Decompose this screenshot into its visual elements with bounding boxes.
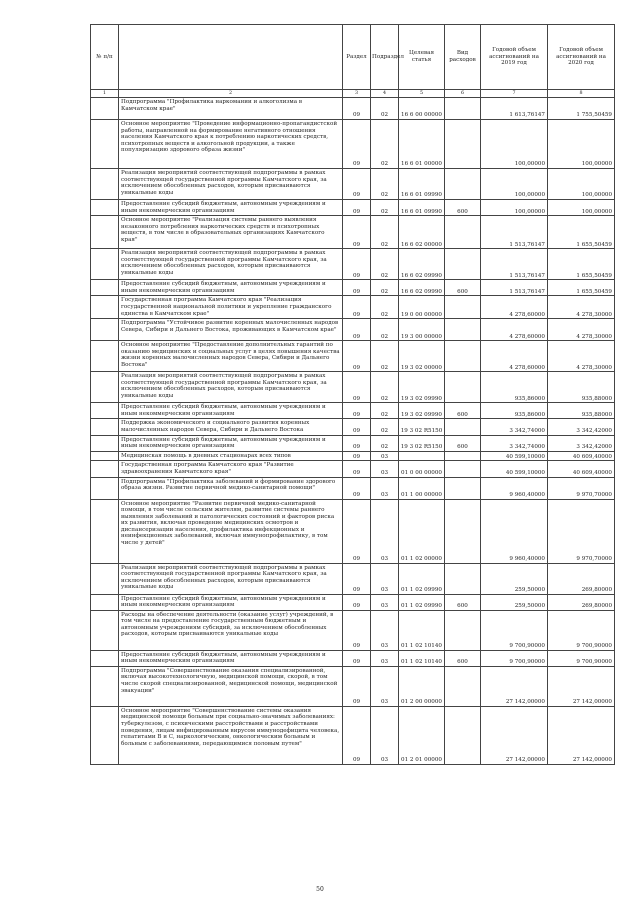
row-podrazdel-cell: 02: [371, 216, 399, 249]
row-expense-type-cell: [445, 319, 481, 341]
table-row: [91, 120, 615, 169]
row-razdel-cell: 09: [343, 451, 371, 461]
row-number-cell: [91, 666, 119, 706]
row-number-cell: [91, 499, 119, 563]
row-number-cell: [91, 249, 119, 280]
table-row: [91, 372, 615, 403]
row-razdel-cell: 09: [343, 594, 371, 610]
row-amount-2020-cell: 40 609,40000: [548, 461, 615, 477]
row-expense-type-cell: [445, 451, 481, 461]
row-expense-type-cell: [445, 610, 481, 650]
table-row: [91, 98, 615, 120]
row-target-article-cell: 01 1 02 00000: [399, 499, 445, 563]
row-name-cell: Основное мероприятие "Совершенствование системы оказания медицинской помощи больным при социально-значимых заболеваниях: туберкулезом, с психическими расстройствами и расстройствами поведения, лицам инфицированным вирусом иммунодефицита человека, гепатитами B и C, наркологическим, онкологическим больным и больным с заболеваниями, передающимися половым путем": [119, 706, 343, 764]
row-name-cell: Предоставление субсидий бюджетным, автономным учреждениям и иным некоммерческим организациям: [119, 200, 343, 216]
row-target-article-cell: 16 6 01 09990: [399, 169, 445, 200]
row-name-cell: Государственная программа Камчатского края "Развитие здравоохранения Камчатского края": [119, 461, 343, 477]
row-podrazdel-cell: 02: [371, 319, 399, 341]
row-number-cell: [91, 403, 119, 419]
row-expense-type-cell: [445, 169, 481, 200]
row-razdel-cell: 09: [343, 372, 371, 403]
row-target-article-cell: 01 1 02 09990: [399, 563, 445, 594]
row-expense-type-cell: [445, 216, 481, 249]
row-razdel-cell: 09: [343, 403, 371, 419]
row-expense-type-cell: [445, 563, 481, 594]
row-podrazdel-cell: 02: [371, 341, 399, 372]
row-number-cell: [91, 120, 119, 169]
row-razdel-cell: 09: [343, 706, 371, 764]
row-amount-2019-cell: 100,00000: [481, 169, 548, 200]
row-amount-2020-cell: 9 700,90000: [548, 650, 615, 666]
row-number-cell: [91, 419, 119, 435]
row-name-cell: Предоставление субсидий бюджетным, автономным учреждениям и иным некоммерческим организациям: [119, 435, 343, 451]
row-razdel-cell: 09: [343, 169, 371, 200]
row-podrazdel-cell: 03: [371, 650, 399, 666]
row-name-cell: Основное мероприятие "Проведение информационно-пропагандистской работы, направленной на формирование негативного отношения населения Камчатского края к потреблению наркотических средств, психотропных веществ и алкогольной продукции, а также популяризацию здорового образа жизни": [119, 120, 343, 169]
table-row: [91, 706, 615, 764]
row-razdel-cell: 09: [343, 435, 371, 451]
row-number-cell: [91, 563, 119, 594]
row-amount-2019-cell: 1 613,76147: [481, 98, 548, 120]
row-amount-2020-cell: 1 655,50459: [548, 249, 615, 280]
row-expense-type-cell: [445, 341, 481, 372]
row-number-cell: [91, 319, 119, 341]
row-razdel-cell: 09: [343, 610, 371, 650]
row-amount-2020-cell: 3 342,42000: [548, 435, 615, 451]
row-number-cell: [91, 98, 119, 120]
row-amount-2020-cell: 100,00000: [548, 200, 615, 216]
row-number-cell: [91, 451, 119, 461]
header-expense-type: Вид расходов: [445, 25, 481, 90]
budget-table-sheet: [90, 24, 614, 765]
row-amount-2020-cell: 1 755,50459: [548, 98, 615, 120]
row-razdel-cell: 09: [343, 98, 371, 120]
row-amount-2019-cell: 259,50000: [481, 594, 548, 610]
row-razdel-cell: 09: [343, 296, 371, 319]
table-row: [91, 610, 615, 650]
row-target-article-cell: 19 0 00 00000: [399, 296, 445, 319]
row-name-cell: Подпрограмма "Профилактика заболеваний и формирование здорового образа жизни. Развитие первичной медико-санитарной помощи": [119, 477, 343, 499]
table-row: [91, 563, 615, 594]
row-razdel-cell: 09: [343, 499, 371, 563]
row-target-article-cell: 19 3 02 R5150: [399, 419, 445, 435]
row-amount-2020-cell: 269,80000: [548, 563, 615, 594]
table-row: [91, 341, 615, 372]
header-razdel: Раздел: [343, 25, 371, 90]
table-row: [91, 319, 615, 341]
row-podrazdel-cell: 02: [371, 403, 399, 419]
row-podrazdel-cell: 02: [371, 120, 399, 169]
row-expense-type-cell: 600: [445, 403, 481, 419]
row-expense-type-cell: [445, 98, 481, 120]
row-target-article-cell: 16 6 00 00000: [399, 98, 445, 120]
row-name-cell: Поддержка экономического и социального развития коренных малочисленных народов Севера, Сибири и Дальнего Востока: [119, 419, 343, 435]
row-podrazdel-cell: 03: [371, 563, 399, 594]
column-number: 4: [371, 90, 399, 98]
row-expense-type-cell: 600: [445, 280, 481, 296]
row-amount-2020-cell: 935,88000: [548, 372, 615, 403]
row-name-cell: Подпрограмма "Устойчивое развитие коренных малочисленных народов Севера, Сибири и Дальнего Востока, проживающих в Камчатском крае": [119, 319, 343, 341]
row-amount-2020-cell: 4 278,30000: [548, 296, 615, 319]
row-expense-type-cell: [445, 499, 481, 563]
table-row: [91, 477, 615, 499]
row-podrazdel-cell: 03: [371, 666, 399, 706]
row-podrazdel-cell: 03: [371, 706, 399, 764]
row-name-cell: Основное мероприятие "Реализация системы раннего выявления незаконного потребления наркотических средств и психотропных веществ, в том числе в образовательных организациях Камчатского края": [119, 216, 343, 249]
row-amount-2019-cell: 935,86000: [481, 403, 548, 419]
row-number-cell: [91, 706, 119, 764]
row-number-cell: [91, 280, 119, 296]
row-amount-2019-cell: 27 142,00000: [481, 666, 548, 706]
row-number-cell: [91, 594, 119, 610]
row-target-article-cell: 16 6 01 00000: [399, 120, 445, 169]
row-amount-2019-cell: 259,50000: [481, 563, 548, 594]
row-amount-2020-cell: 269,80000: [548, 594, 615, 610]
row-name-cell: Подпрограмма "Профилактика наркомании и алкоголизма в Камчатском крае": [119, 98, 343, 120]
row-amount-2020-cell: 9 700,90000: [548, 610, 615, 650]
row-expense-type-cell: [445, 477, 481, 499]
row-amount-2019-cell: 935,86000: [481, 372, 548, 403]
header-num: № п/п: [91, 25, 119, 90]
row-amount-2019-cell: 100,00000: [481, 200, 548, 216]
row-amount-2019-cell: 40 599,10000: [481, 451, 548, 461]
header-target-article: Целевая статья: [399, 25, 445, 90]
row-name-cell: Медицинская помощь в дневных стационарах всех типов: [119, 451, 343, 461]
row-number-cell: [91, 372, 119, 403]
row-razdel-cell: 09: [343, 280, 371, 296]
row-target-article-cell: 16 6 02 09990: [399, 249, 445, 280]
column-number: 6: [445, 90, 481, 98]
row-target-article-cell: 16 6 02 09990: [399, 280, 445, 296]
table-row: [91, 403, 615, 419]
column-number-row: [91, 90, 615, 98]
row-expense-type-cell: [445, 120, 481, 169]
header-podrazdel: Подраздел: [371, 25, 399, 90]
row-amount-2020-cell: 9 970,70000: [548, 477, 615, 499]
row-podrazdel-cell: 02: [371, 98, 399, 120]
row-amount-2020-cell: 100,00000: [548, 169, 615, 200]
row-expense-type-cell: 600: [445, 594, 481, 610]
table-row: [91, 451, 615, 461]
table-row: [91, 249, 615, 280]
row-razdel-cell: 09: [343, 319, 371, 341]
row-expense-type-cell: 600: [445, 435, 481, 451]
table-row: [91, 169, 615, 200]
table-row: [91, 594, 615, 610]
row-amount-2020-cell: 40 609,40000: [548, 451, 615, 461]
row-expense-type-cell: [445, 249, 481, 280]
row-razdel-cell: 09: [343, 563, 371, 594]
row-number-cell: [91, 650, 119, 666]
column-number: 5: [399, 90, 445, 98]
table-row: [91, 200, 615, 216]
row-podrazdel-cell: 02: [371, 296, 399, 319]
row-razdel-cell: 09: [343, 461, 371, 477]
table-row: [91, 650, 615, 666]
column-number: 3: [343, 90, 371, 98]
table-row: [91, 280, 615, 296]
row-target-article-cell: 01 0 00 00000: [399, 461, 445, 477]
row-amount-2019-cell: 9 960,40000: [481, 477, 548, 499]
row-podrazdel-cell: 02: [371, 169, 399, 200]
row-target-article-cell: 19 3 02 09990: [399, 403, 445, 419]
row-expense-type-cell: 600: [445, 200, 481, 216]
row-podrazdel-cell: 02: [371, 372, 399, 403]
row-podrazdel-cell: 02: [371, 200, 399, 216]
row-amount-2020-cell: 9 970,70000: [548, 499, 615, 563]
row-podrazdel-cell: 02: [371, 280, 399, 296]
row-expense-type-cell: [445, 666, 481, 706]
row-expense-type-cell: [445, 419, 481, 435]
row-target-article-cell: 16 6 02 00000: [399, 216, 445, 249]
row-name-cell: Предоставление субсидий бюджетным, автономным учреждениям и иным некоммерческим организациям: [119, 403, 343, 419]
row-number-cell: [91, 461, 119, 477]
row-razdel-cell: 09: [343, 666, 371, 706]
row-amount-2019-cell: 1 513,76147: [481, 249, 548, 280]
table-body: [91, 98, 615, 765]
row-name-cell: Реализация мероприятий соответствующей подпрограммы в рамках соответствующей государственной программы Камчатского края, за исключением обособленных расходов, которым присваиваются уникальные коды: [119, 563, 343, 594]
row-name-cell: Основное мероприятие "Предоставление дополнительных гарантий по оказанию медицинских и социальных услуг в целях повышения качества жизни коренных малочисленных народов Севера, Сибири и Дальнего Востока": [119, 341, 343, 372]
table-row: [91, 216, 615, 249]
row-podrazdel-cell: 02: [371, 419, 399, 435]
row-podrazdel-cell: 02: [371, 249, 399, 280]
row-number-cell: [91, 200, 119, 216]
row-target-article-cell: 19 3 02 00000: [399, 341, 445, 372]
budget-table: [90, 24, 615, 765]
row-razdel-cell: 09: [343, 419, 371, 435]
row-amount-2019-cell: 4 278,60000: [481, 341, 548, 372]
row-number-cell: [91, 341, 119, 372]
row-podrazdel-cell: 03: [371, 610, 399, 650]
header-name: [119, 25, 343, 90]
row-target-article-cell: 19 3 02 09990: [399, 372, 445, 403]
row-razdel-cell: 09: [343, 650, 371, 666]
column-number: 2: [119, 90, 343, 98]
row-amount-2020-cell: 1 655,50459: [548, 216, 615, 249]
row-name-cell: Государственная программа Камчатского края "Реализация государственной национальной политики и укрепление гражданского единства в Камчатском крае": [119, 296, 343, 319]
page-number: 50: [316, 886, 324, 893]
table-row: [91, 666, 615, 706]
row-podrazdel-cell: 02: [371, 435, 399, 451]
row-name-cell: Подпрограмма "Совершенствование оказания специализированной, включая высокотехнологичную, медицинской помощи, скорой, в том числе скорой специализированной, медицинской помощи, медицинской эвакуации": [119, 666, 343, 706]
row-podrazdel-cell: 03: [371, 499, 399, 563]
row-target-article-cell: [399, 451, 445, 461]
row-expense-type-cell: [445, 461, 481, 477]
table-row: [91, 296, 615, 319]
row-name-cell: Реализация мероприятий соответствующей подпрограммы в рамках соответствующей государственной программы Камчатского края, за исключением обособленных расходов, которым присваиваются уникальные коды: [119, 372, 343, 403]
row-razdel-cell: 09: [343, 200, 371, 216]
table-row: [91, 499, 615, 563]
row-target-article-cell: 19 3 00 00000: [399, 319, 445, 341]
row-name-cell: Реализация мероприятий соответствующей подпрограммы в рамках соответствующей государственной программы Камчатского края, за исключением обособленных расходов, которым присваиваются уникальные коды: [119, 249, 343, 280]
row-expense-type-cell: [445, 296, 481, 319]
row-amount-2020-cell: 4 278,30000: [548, 319, 615, 341]
row-name-cell: Реализация мероприятий соответствующей подпрограммы в рамках соответствующей государственной программы Камчатского края, за исключением обособленных расходов, которым присваиваются уникальные коды: [119, 169, 343, 200]
row-podrazdel-cell: 03: [371, 477, 399, 499]
row-number-cell: [91, 435, 119, 451]
row-amount-2019-cell: 4 278,60000: [481, 296, 548, 319]
row-target-article-cell: 01 1 02 10140: [399, 610, 445, 650]
row-amount-2019-cell: 1 513,76147: [481, 216, 548, 249]
row-amount-2020-cell: 27 142,00000: [548, 666, 615, 706]
row-target-article-cell: 16 6 01 09990: [399, 200, 445, 216]
header-amount-2019: Годовой объем ассигнований на 2019 год: [481, 25, 548, 90]
row-number-cell: [91, 216, 119, 249]
row-amount-2019-cell: 9 700,90000: [481, 610, 548, 650]
row-podrazdel-cell: 03: [371, 451, 399, 461]
row-podrazdel-cell: 03: [371, 461, 399, 477]
table-row: [91, 435, 615, 451]
table-row: [91, 461, 615, 477]
column-number: 7: [481, 90, 548, 98]
row-amount-2019-cell: 3 342,74000: [481, 419, 548, 435]
row-amount-2019-cell: 1 513,76147: [481, 280, 548, 296]
row-amount-2020-cell: 935,88000: [548, 403, 615, 419]
row-amount-2020-cell: 1 655,50459: [548, 280, 615, 296]
row-target-article-cell: 01 1 02 09990: [399, 594, 445, 610]
header-amount-2020: Годовой объем ассигнований на 2020 год: [548, 25, 615, 90]
column-number: 8: [548, 90, 615, 98]
row-amount-2020-cell: 3 342,42000: [548, 419, 615, 435]
table-header-row: [91, 25, 615, 90]
row-razdel-cell: 09: [343, 341, 371, 372]
row-target-article-cell: 01 2 00 00000: [399, 666, 445, 706]
row-expense-type-cell: [445, 706, 481, 764]
row-number-cell: [91, 296, 119, 319]
row-name-cell: Основное мероприятие "Развитие первичной медико-санитарной помощи, в том числе сельским жителям, развитие системы раннего выявления заболеваний и патологических состояний и факторов риска их развития, включая проведение медицинских осмотров и диспансеризации населения, профилактика инфекционных и неинфекционных заболеваний, включая иммунопрофилактику, в том числе у детей": [119, 499, 343, 563]
row-amount-2019-cell: 100,00000: [481, 120, 548, 169]
row-name-cell: Предоставление субсидий бюджетным, автономным учреждениям и иным некоммерческим организациям: [119, 594, 343, 610]
row-number-cell: [91, 169, 119, 200]
row-podrazdel-cell: 03: [371, 594, 399, 610]
table-row: [91, 419, 615, 435]
row-target-article-cell: 01 2 01 00000: [399, 706, 445, 764]
row-amount-2020-cell: 27 142,00000: [548, 706, 615, 764]
row-razdel-cell: 09: [343, 120, 371, 169]
row-number-cell: [91, 477, 119, 499]
row-amount-2019-cell: 3 342,74000: [481, 435, 548, 451]
row-name-cell: Предоставление субсидий бюджетным, автономным учреждениям и иным некоммерческим организациям: [119, 280, 343, 296]
row-number-cell: [91, 610, 119, 650]
row-expense-type-cell: [445, 372, 481, 403]
row-amount-2020-cell: 100,00000: [548, 120, 615, 169]
row-expense-type-cell: 600: [445, 650, 481, 666]
row-razdel-cell: 09: [343, 477, 371, 499]
row-name-cell: Расходы на обеспечение деятельности (оказание услуг) учреждений, в том числе на предоставление государственным бюджетным и автономным учреждениям субсидий, за исключением обособленных расходов, которым присваиваются уникальные коды: [119, 610, 343, 650]
row-amount-2019-cell: 9 960,40000: [481, 499, 548, 563]
row-target-article-cell: 01 1 00 00000: [399, 477, 445, 499]
row-razdel-cell: 09: [343, 216, 371, 249]
row-name-cell: Предоставление субсидий бюджетным, автономным учреждениям и иным некоммерческим организациям: [119, 650, 343, 666]
row-amount-2019-cell: 9 700,90000: [481, 650, 548, 666]
column-number: 1: [91, 90, 119, 98]
row-razdel-cell: 09: [343, 249, 371, 280]
row-amount-2019-cell: 4 278,60000: [481, 319, 548, 341]
row-amount-2019-cell: 40 599,10000: [481, 461, 548, 477]
row-amount-2020-cell: 4 278,30000: [548, 341, 615, 372]
row-target-article-cell: 01 1 02 10140: [399, 650, 445, 666]
row-target-article-cell: 19 3 02 R5150: [399, 435, 445, 451]
row-amount-2019-cell: 27 142,00000: [481, 706, 548, 764]
